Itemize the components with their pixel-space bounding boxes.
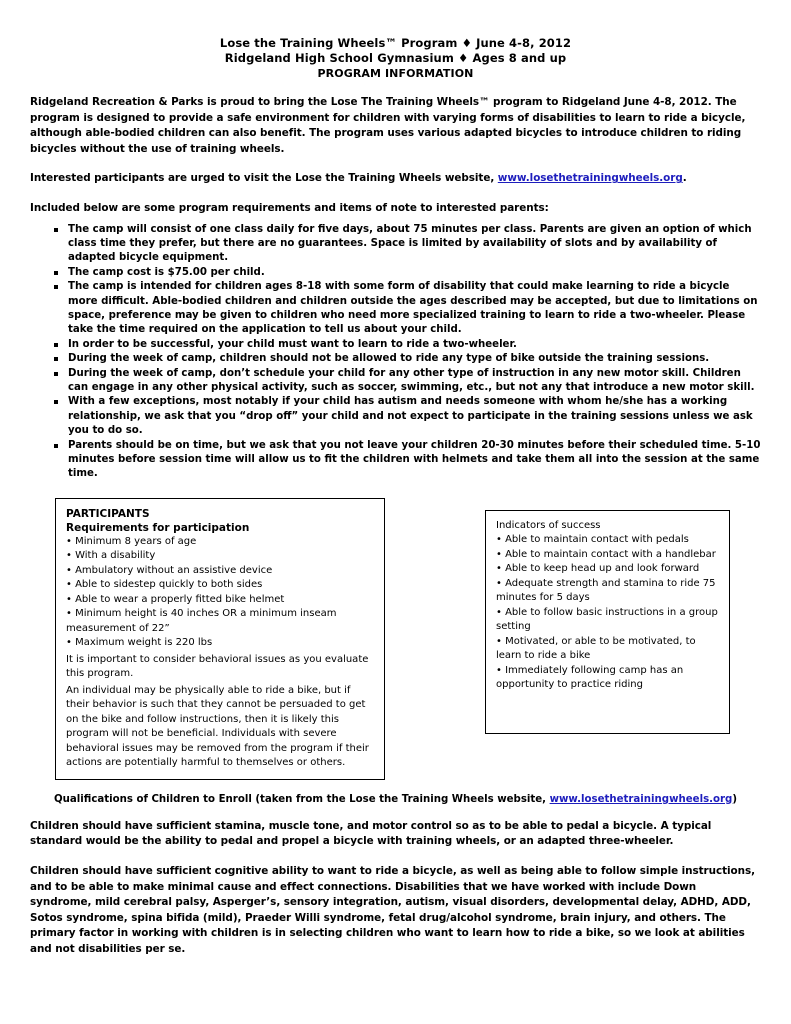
list-item bbox=[30, 280, 761, 338]
list-item-text: With a few exceptions, most notably if your child has autism and needs someone with whom he/she has a working relationship, we ask that you “drop off” your child and not expect to participate in the training sessions unless we ask you to do so. bbox=[68, 396, 753, 437]
list-item bbox=[30, 266, 761, 280]
requirements-list bbox=[30, 223, 761, 482]
indicators-item: • Immediately following camp has an opportunity to practice riding bbox=[496, 664, 684, 691]
tail-paragraph-1: Children should have sufficient stamina, muscle tone, and motor control so as to be able to pedal a bicycle. A typical standard would be the ability to pedal and propel a bicycle with training wheels, or an adapted three-wheeler. bbox=[30, 819, 712, 848]
info-boxes bbox=[30, 498, 761, 788]
bullet-square-icon bbox=[54, 444, 58, 448]
qualifications-pre: Qualifications of Children to Enroll (taken from the Lose the Training Wheels website, bbox=[54, 793, 550, 805]
participants-box-subtitle: Requirements for participation bbox=[66, 521, 250, 534]
heading-line-2: Ridgeland High School Gymnasium ♦ Ages 8 and up bbox=[224, 51, 567, 65]
bullet-square-icon bbox=[54, 271, 58, 275]
bullet-square-icon bbox=[54, 285, 58, 289]
qualifications-heading bbox=[30, 794, 761, 805]
indicators-item: • Adequate strength and stamina to ride 75 minutes for 5 days bbox=[496, 577, 716, 604]
participants-item: • With a disability bbox=[66, 550, 156, 562]
website-line-post: . bbox=[682, 172, 687, 185]
participants-item: • Able to wear a properly fitted bike helmet bbox=[66, 593, 285, 605]
list-item bbox=[30, 352, 761, 366]
list-item bbox=[30, 439, 761, 482]
intro-paragraph-2 bbox=[30, 171, 761, 187]
indicators-item: • Able to maintain contact with a handlebar bbox=[496, 548, 716, 560]
indicators-item: • Able to keep head up and look forward bbox=[496, 563, 700, 575]
indicators-box bbox=[485, 510, 730, 734]
indicators-item: • Able to follow basic instructions in a group setting bbox=[496, 606, 718, 633]
indicators-item: • Motivated, or able to be motivated, to learn to ride a bike bbox=[496, 635, 696, 662]
bullet-square-icon bbox=[54, 357, 58, 361]
participants-item: • Ambulatory without an assistive device bbox=[66, 564, 273, 576]
list-item bbox=[30, 338, 761, 352]
list-item-text: Parents should be on time, but we ask that you not leave your children 20-30 minutes before their scheduled time. 5-10 minutes before session time will allow us to fit the children with helmets and take them all into the session at the same time. bbox=[68, 439, 761, 480]
participants-note-2: An individual may be physically able to ride a bike, but if their behavior is such that they cannot be persuaded to get on the bike and follow instructions, then it is likely this program will not be beneficial. Individuals with severe behavioral issues may be removed from the program if their actions are potentially harmful to themselves or others. bbox=[66, 684, 369, 769]
bullet-square-icon bbox=[54, 343, 58, 347]
website-line-pre: Interested participants are urged to visit the Lose the Training Wheels website, bbox=[30, 172, 498, 185]
list-item-text: The camp will consist of one class daily for five days, about 75 minutes per class. Parents are given an option of which class time they prefer, but there are no guarantees. Space is limited by availability of slots and by availability of adapted bicycle equipment. bbox=[68, 223, 752, 264]
indicators-box-title: Indicators of success bbox=[496, 519, 601, 531]
participants-item: • Maximum weight is 220 lbs bbox=[66, 637, 213, 649]
list-item-text: In order to be successful, your child must want to learn to ride a two-wheeler. bbox=[68, 338, 517, 350]
heading-line-3: PROGRAM INFORMATION bbox=[317, 67, 474, 80]
heading-line-1: Lose the Training Wheels™ Program ♦ June 4-8, 2012 bbox=[219, 36, 572, 50]
qualifications-post: ) bbox=[732, 793, 737, 805]
list-item bbox=[30, 395, 761, 438]
losethetrainingwheels-link[interactable]: www.losethetrainingwheels.org bbox=[497, 172, 683, 185]
intro-paragraph-3: Included below are some program requirements and items of note to interested parents: bbox=[30, 201, 549, 214]
list-item-text: During the week of camp, children should not be allowed to ride any type of bike outside the training sessions. bbox=[68, 353, 710, 365]
participants-note-1: It is important to consider behavioral issues as you evaluate this program. bbox=[66, 653, 369, 680]
intro-paragraph-1: Ridgeland Recreation & Parks is proud to bring the Lose The Training Wheels™ program to Ridgeland June 4-8, 2012. The program is designed to provide a safe environment for children with varying forms of disabilities to learn to ride a bicycle, although able-bodied children can also benefit. The program uses various adapted bicycles to introduce children to riding bicycles without the use of training wheels. bbox=[30, 96, 746, 155]
bullet-square-icon bbox=[54, 228, 58, 232]
tail-section bbox=[30, 819, 761, 958]
list-item bbox=[30, 367, 761, 396]
list-item-text: The camp cost is $75.00 per child. bbox=[68, 266, 265, 278]
list-item bbox=[30, 223, 761, 266]
tail-paragraph-2: Children should have sufficient cognitive ability to want to ride a bicycle, as well as being able to follow simple instructions, and to be able to make minimal cause and effect connections. Disabilities that we have worked with include Down syndrome, mild cerebral palsy, Asperger’s, sensory integration, autism, visual disorders, developmental delay, ADHD, ADD, Sotos syndrome, spina bifida (mild), Praeder Willi syndrome, fetal drug/alcohol syndrome, brain injury, and others. The primary factor in working with children is in selecting children who want to learn how to ride a bike, so we look at abilities and not disabilities per se. bbox=[30, 865, 755, 956]
participants-item: • Able to sidestep quickly to both sides bbox=[66, 579, 263, 591]
participants-box bbox=[55, 498, 385, 780]
list-item-text: During the week of camp, don’t schedule your child for any other type of instruction in any new motor skill. Children can engage in any other physical activity, such as soccer, swimming, etc., but not any that introduce a new motor skill. bbox=[68, 367, 755, 394]
participants-box-title: PARTICIPANTS bbox=[66, 507, 150, 520]
participants-item: • Minimum height is 40 inches OR a minimum inseam measurement of 22” bbox=[66, 608, 337, 634]
indicators-item: • Able to maintain contact with pedals bbox=[496, 534, 689, 546]
list-item-text: The camp is intended for children ages 8-18 with some form of disability that could make learning to ride a bicycle more difficult. Able-bodied children and children outside the ages described may be accepted, but due to limitations on space, preference may be given to children who need more specialized training to learn to ride a two-wheeler. Please take the time required on the application to tell us about your child. bbox=[68, 281, 758, 336]
bullet-square-icon bbox=[54, 372, 58, 376]
qualifications-link[interactable]: www.losethetrainingwheels.org bbox=[549, 793, 733, 805]
bullet-square-icon bbox=[54, 400, 58, 404]
participants-item: • Minimum 8 years of age bbox=[66, 535, 197, 547]
document-heading bbox=[30, 36, 761, 81]
